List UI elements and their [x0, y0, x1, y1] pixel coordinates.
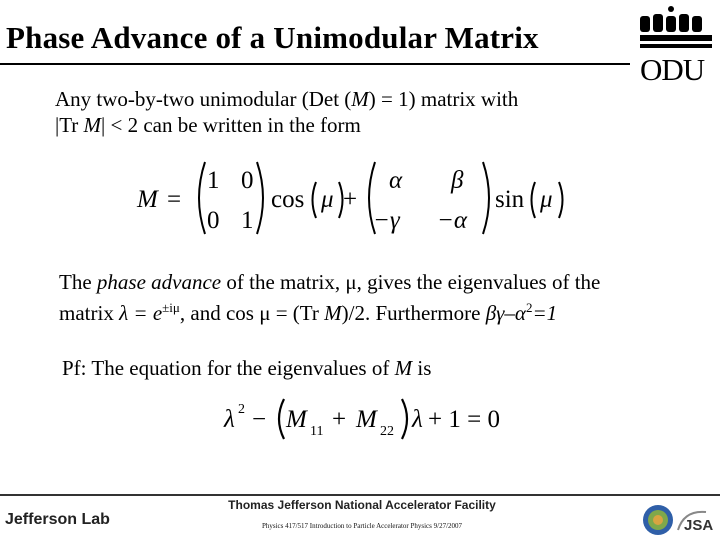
- lab-name: Thomas Jefferson National Accelerator Facility: [228, 498, 496, 512]
- unimodular-matrix-equation: [135, 158, 575, 238]
- svg-text:2: 2: [238, 402, 245, 417]
- svg-text:+: +: [343, 186, 358, 213]
- svg-text:JSA: JSA: [684, 517, 714, 534]
- svg-text:M: M: [286, 406, 307, 433]
- svg-text:+: +: [332, 406, 347, 433]
- title-rule: [0, 63, 630, 65]
- slide-title: Phase Advance of a Unimodular Matrix: [6, 20, 539, 55]
- svg-text:0: 0: [207, 207, 220, 234]
- svg-text:22: 22: [380, 424, 394, 439]
- svg-text:μ: μ: [321, 186, 334, 213]
- svg-text:−α: −α: [437, 207, 467, 234]
- svg-text:+ 1 = 0: + 1 = 0: [428, 406, 500, 433]
- eigenvalue-equation: [222, 395, 512, 443]
- svg-text:0: 0: [241, 167, 254, 194]
- jefferson-lab-logo: [5, 506, 120, 530]
- svg-text:M: M: [356, 406, 377, 433]
- svg-text:cos: cos: [271, 186, 305, 213]
- odu-logo-text: ODU: [640, 52, 705, 87]
- eq1-lhs: M: [137, 186, 158, 213]
- svg-text:−γ: −γ: [373, 207, 400, 234]
- svg-text:λ: λ: [224, 406, 235, 433]
- svg-text:β: β: [451, 167, 464, 194]
- svg-text:μ: μ: [540, 186, 553, 213]
- doe-seal-icon: [642, 504, 674, 536]
- phase-advance-paragraph: The phase advance of the matrix, μ, gives the eigenvalues of the matrix $\lambda = e^{\pm i\mu}$, and cos μ = (Tr M)/2. Furthermore $\beta\gamma-\alpha^2=1$: [59, 270, 601, 325]
- jsa-logo: [676, 506, 718, 536]
- svg-text:11: 11: [310, 424, 324, 439]
- footer-rule: [0, 494, 720, 496]
- eq1-equals: =: [167, 186, 182, 213]
- proof-paragraph: Pf: The equation for the eigenvalues of M is: [62, 356, 432, 380]
- svg-text:Jefferson Lab: Jefferson Lab: [5, 511, 110, 528]
- intro-paragraph: Any two-by-two unimodular (Det (M) = 1) matrix with |Tr M| < 2 can be written in the form: [55, 87, 519, 137]
- svg-text:1: 1: [207, 167, 220, 194]
- svg-text:sin: sin: [495, 186, 525, 213]
- svg-text:1: 1: [241, 207, 254, 234]
- svg-text:α: α: [389, 167, 403, 194]
- svg-text:−: −: [252, 406, 267, 433]
- course-info: Physics 417/517 Introduction to Particle Accelerator Physics 9/27/2007: [261, 522, 463, 530]
- svg-text:λ: λ: [412, 406, 423, 433]
